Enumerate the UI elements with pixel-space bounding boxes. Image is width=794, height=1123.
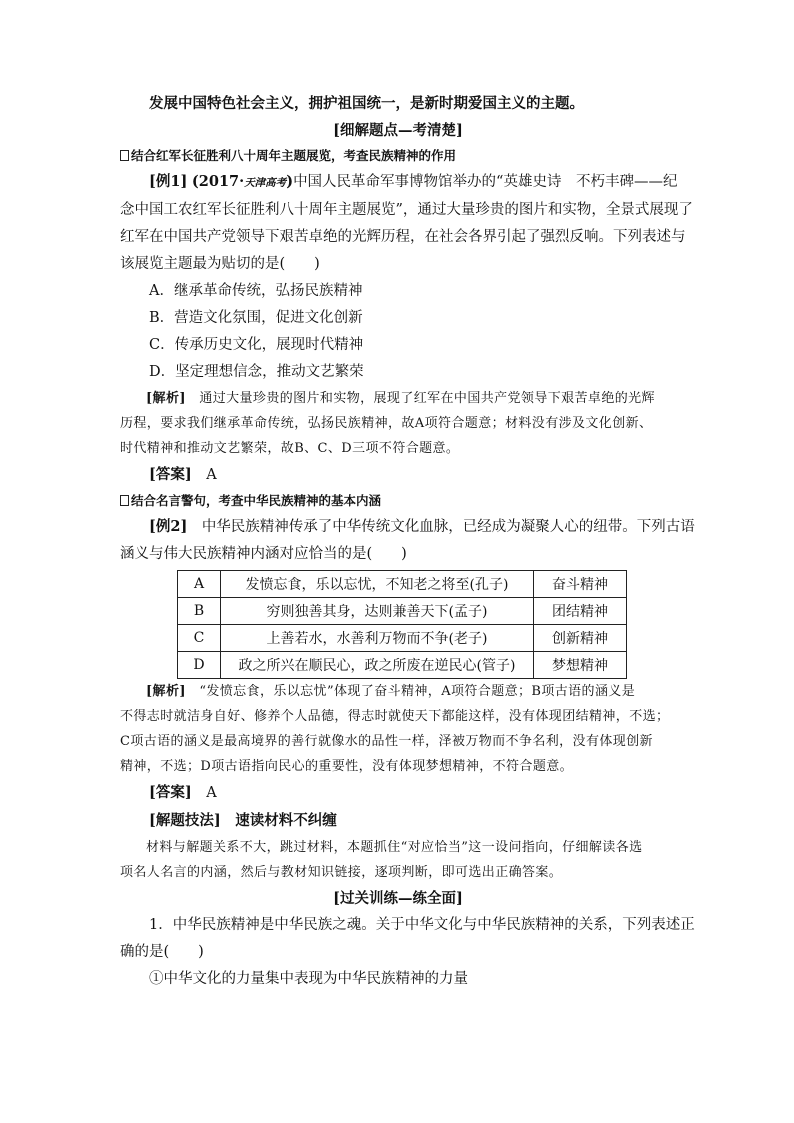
table-cell-quote: 发愤忘食，乐以忘忧，不知老之将至(孔子): [221, 571, 534, 598]
example-2-tag: [例2]: [149, 518, 188, 535]
table-cell-letter: C: [178, 625, 221, 652]
table-cell-quote: 政之所兴在顺民心，政之所废在逆民心(管子): [221, 652, 534, 679]
method-line: 材料与解题关系不大，跳过材料，本题抓住“对应恰当”这一设问指向，仔细解读各选: [146, 840, 643, 855]
example-1-option-b: B．营造文化氛围，促进文化创新: [149, 310, 363, 326]
table-cell-letter: D: [178, 652, 221, 679]
example-1-stem-first: [120, 168, 676, 197]
example-2-analysis-tag: [解析]: [146, 684, 186, 699]
example-2-answer: [120, 779, 676, 807]
table-row: [178, 625, 627, 652]
point-heading-2-text: 结合名言警句，考查中华民族精神的基本内涵: [131, 493, 382, 508]
example-2-analysis-text: “发愤忘食，乐以忘忧”体现了奋斗精神，A项符合题意；B项古语的涵义是: [199, 684, 636, 699]
table-row: [178, 598, 627, 625]
example-1-analysis-line: 历程，要求我们继承革命传统，弘扬民族精神，故A项符合题意；材料没有涉及文化创新、: [120, 416, 653, 431]
example-1-option-a: A．继承革命传统，弘扬民族精神: [149, 283, 363, 299]
point-heading-2: [120, 489, 676, 513]
example-1-analysis-first: [120, 386, 676, 411]
table-cell-letter: B: [178, 598, 221, 625]
example-1-stem-line: 念中国工农红军长征胜利八十周年主题展览”，通过大量珍贵的图片和实物，全景式展现了: [120, 202, 693, 218]
section-heading-analysis: [细解题点—考清楚]: [333, 122, 463, 139]
example-2-analysis-line: 精神，不选；D项古语指向民心的重要性，没有体现梦想精神，不符合题意。: [120, 759, 574, 774]
method-title: 速读材料不纠缠: [235, 812, 337, 829]
example-1-year: (2017·: [191, 173, 245, 190]
example-1-stem-line: 该展览主题最为贴切的是( ): [120, 256, 320, 272]
example-1-analysis-text: 通过大量珍贵的图片和实物，展现了红军在中国共产党领导下艰苦卓绝的光辉: [199, 391, 655, 406]
example-1-analysis-line: 时代精神和推动文艺繁荣，故B、C、D三项不符合题意。: [120, 441, 460, 456]
point-heading-1: [120, 144, 676, 168]
point-heading-1-text: 结合红军长征胜利八十周年主题展览，考查民族精神的作用: [131, 148, 457, 163]
example-1-tag: [例1]: [149, 173, 188, 190]
example-2-options-table: [177, 570, 627, 679]
example-1-answer: [120, 461, 676, 489]
table-cell-spirit: 奋斗精神: [534, 571, 627, 598]
example-1-answer-value: A: [206, 467, 217, 483]
example-2-stem-text: 中华民族精神传承了中华传统文化血脉，已经成为凝聚人心的纽带。下列古语: [201, 519, 695, 535]
section-heading-practice: [过关训练—练全面]: [333, 890, 463, 907]
example-1-source-close: ): [286, 173, 294, 190]
table-row: [178, 571, 627, 598]
example-2-stem-line: 涵义与伟大民族精神内涵对应恰当的是( ): [120, 546, 407, 562]
table-cell-quote: 穷则独善其身，达则兼善天下(孟子): [221, 598, 534, 625]
method-line: 项名人名言的内涵，然后与教材知识链接，逐项判断，即可选出正确答案。: [120, 865, 563, 880]
method-heading: [120, 807, 676, 835]
table-cell-spirit: 梦想精神: [534, 652, 627, 679]
table-cell-quote: 上善若水，水善利万物而不争(老子): [221, 625, 534, 652]
example-1-analysis-tag: [解析]: [146, 391, 186, 406]
example-2-analysis-line: C项古语的涵义是最高境界的善行就像水的品性一样，泽被万物而不争名利，没有体现创新: [120, 734, 653, 749]
checkbox-marker-icon: [120, 150, 129, 161]
table-cell-spirit: 团结精神: [534, 598, 627, 625]
method-tag: [解题技法]: [149, 812, 221, 829]
question-1-item-1: ①中华文化的力量集中表现为中华民族精神的力量: [149, 971, 468, 987]
example-1-answer-tag: [答案]: [149, 466, 192, 483]
intro-text: 发展中国特色社会主义，拥护祖国统一，是新时期爱国主义的主题。: [149, 95, 584, 112]
example-1-source: 天津高考: [244, 177, 287, 189]
table-row: [178, 652, 627, 679]
table-cell-letter: A: [178, 571, 221, 598]
example-1-stem-text: 中国人民革命军事博物馆举办的“英雄史诗 不朽丰碑——纪: [293, 174, 678, 190]
example-2-answer-value: A: [206, 785, 217, 801]
example-1-stem-line: 红军在中国共产党领导下艰苦卓绝的光辉历程，在社会各界引起了强烈反响。下列表述与: [120, 229, 686, 245]
example-1-option-d: D．坚定理想信念，推动文艺繁荣: [149, 364, 364, 380]
table-cell-spirit: 创新精神: [534, 625, 627, 652]
example-2-stem-first: [120, 513, 695, 541]
checkbox-marker-icon: [120, 495, 129, 506]
example-2-analysis-line: 不得志时就洁身自好、修养个人品德，得志时就使天下都能这样，没有体现团结精神，不选；: [120, 709, 670, 724]
document-page: [120, 90, 695, 993]
question-1-second: 确的是( ): [120, 944, 204, 960]
example-2-answer-tag: [答案]: [149, 784, 192, 801]
example-1-option-c: C．传承历史文化，展现时代精神: [149, 337, 364, 353]
question-1-first: 1．中华民族精神是中华民族之魂。关于中华文化与中华民族精神的关系，下列表述正: [149, 917, 695, 933]
example-2-analysis-first: [120, 679, 676, 704]
